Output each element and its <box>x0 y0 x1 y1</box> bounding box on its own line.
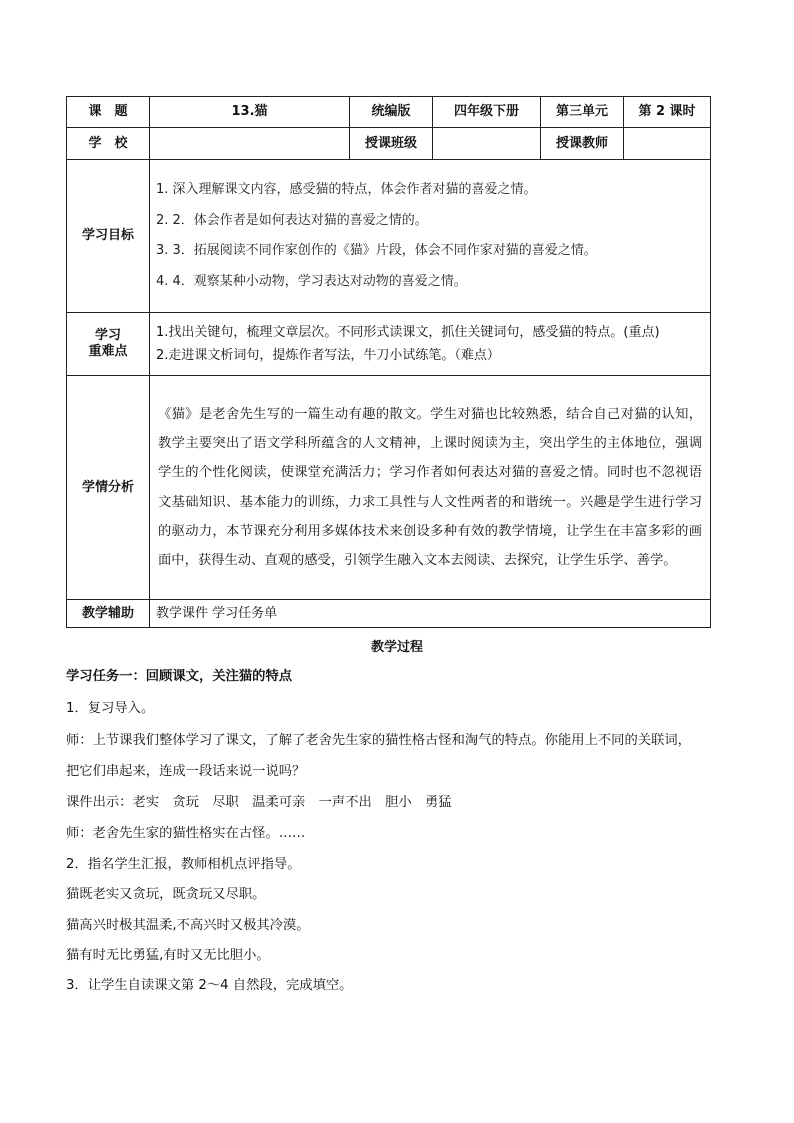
header-row <box>67 97 711 128</box>
example-sentence-1: 猫既老实又贪玩，既贪玩又尽职。 <box>66 887 266 902</box>
aids-label: 教学辅助 <box>67 600 150 628</box>
aids-row <box>67 600 711 628</box>
school-row <box>67 128 711 160</box>
objectives-label: 学习目标 <box>67 160 150 313</box>
key-points-label <box>67 313 150 376</box>
key-points-row <box>67 313 711 376</box>
courseware-line: 课件出示：老实 贪玩 尽职 温柔可亲 一声不出 胆小 勇猛 <box>66 795 452 810</box>
key-points-label-line2: 重难点 <box>88 344 128 359</box>
topic-label: 课 题 <box>67 97 150 128</box>
step-1: 1．复习导入。 <box>66 701 155 716</box>
teacher-label: 授课教师 <box>541 128 624 160</box>
lesson-number: 第 2 课时 <box>624 97 711 128</box>
analysis-row <box>67 376 711 600</box>
teacher-value <box>624 128 711 160</box>
teacher-line-1: 师：上节课我们整体学习了课文，了解了老舍先生家的猫性格古怪和淘气的特点。你能用上不同的关联词， <box>66 733 691 748</box>
step-3: 3．让学生自读课文第 2～4 自然段，完成填空。 <box>66 978 353 993</box>
analysis-text: 《猫》是老舍先生写的一篇生动有趣的散文。学生对猫也比较熟悉，结合自己对猫的认知，教学主要突出了语文学科所蕴含的人文精神，上课时阅读为主，突出学生的主体地位，强调学生的个性化阅读，使课堂充满活力；学习作者如何表达对猫的喜爱之情。同时也不忽视语文基础知识、基本能力的训练，力求工具性与人文性两者的和谐统一。兴趣是学生进行学习的驱动力，本节课充分利用多媒体技术来创设多种有效的教学情境，让学生在丰富多彩的画面中，获得生动、直观的感受，引领学生融入文本去阅读、去探究，让学生乐学、善学。 <box>158 406 702 569</box>
example-sentence-3: 猫有时无比勇猛,有时又无比胆小。 <box>66 948 270 963</box>
key-points-label-line1: 学习 <box>94 328 121 344</box>
teacher-line-1-cont: 把它们串起来，连成一段话来说一说吗？ <box>66 764 306 779</box>
objective-item: 4. 4．观察某种小动物，学习表达对动物的喜爱之情。 <box>156 273 467 289</box>
edition: 统编版 <box>350 97 433 128</box>
lesson-info-table <box>66 96 711 628</box>
objective-item: 3. 3．拓展阅读不同作家创作的《猫》片段，体会不同作家对猫的喜爱之情。 <box>156 243 597 258</box>
task-heading: 学习任务一：回顾课文，关注猫的特点 <box>66 669 293 684</box>
topic-value: 13.猫 <box>150 97 350 128</box>
analysis-cell <box>150 376 711 600</box>
analysis-label: 学情分析 <box>67 376 150 600</box>
process-title: 教学过程 <box>370 640 423 655</box>
objective-item: 2. 2．体会作者是如何表达对猫的喜爱之情的。 <box>156 212 428 228</box>
school-value <box>150 128 350 160</box>
step-2: 2．指名学生汇报，教师相机点评指导。 <box>66 857 301 872</box>
class-value <box>433 128 541 160</box>
unit: 第三单元 <box>541 97 624 128</box>
class-label: 授课班级 <box>350 128 433 160</box>
objectives-row <box>67 160 711 313</box>
key-point-item: 1.找出关键句，梳理文章层次。不同形式读课文，抓住关键词句，感受猫的特点。(重点) <box>156 325 660 340</box>
objectives-list <box>150 160 711 313</box>
example-sentence-2: 猫高兴时极其温柔,不高兴时又极其冷漠。 <box>66 918 310 933</box>
grade: 四年级下册 <box>433 97 541 128</box>
key-points-list <box>150 313 711 376</box>
key-point-item: 2.走进课文析词句，提炼作者写法，牛刀小试练笔。（难点） <box>156 348 500 363</box>
teacher-line-2: 师：老舍先生家的猫性格实在古怪。…… <box>66 826 306 841</box>
objective-item: 1. 深入理解课文内容，感受猫的特点，体会作者对猫的喜爱之情。 <box>156 182 537 197</box>
school-label: 学 校 <box>67 128 150 160</box>
aids-value: 教学课件 学习任务单 <box>150 600 711 628</box>
